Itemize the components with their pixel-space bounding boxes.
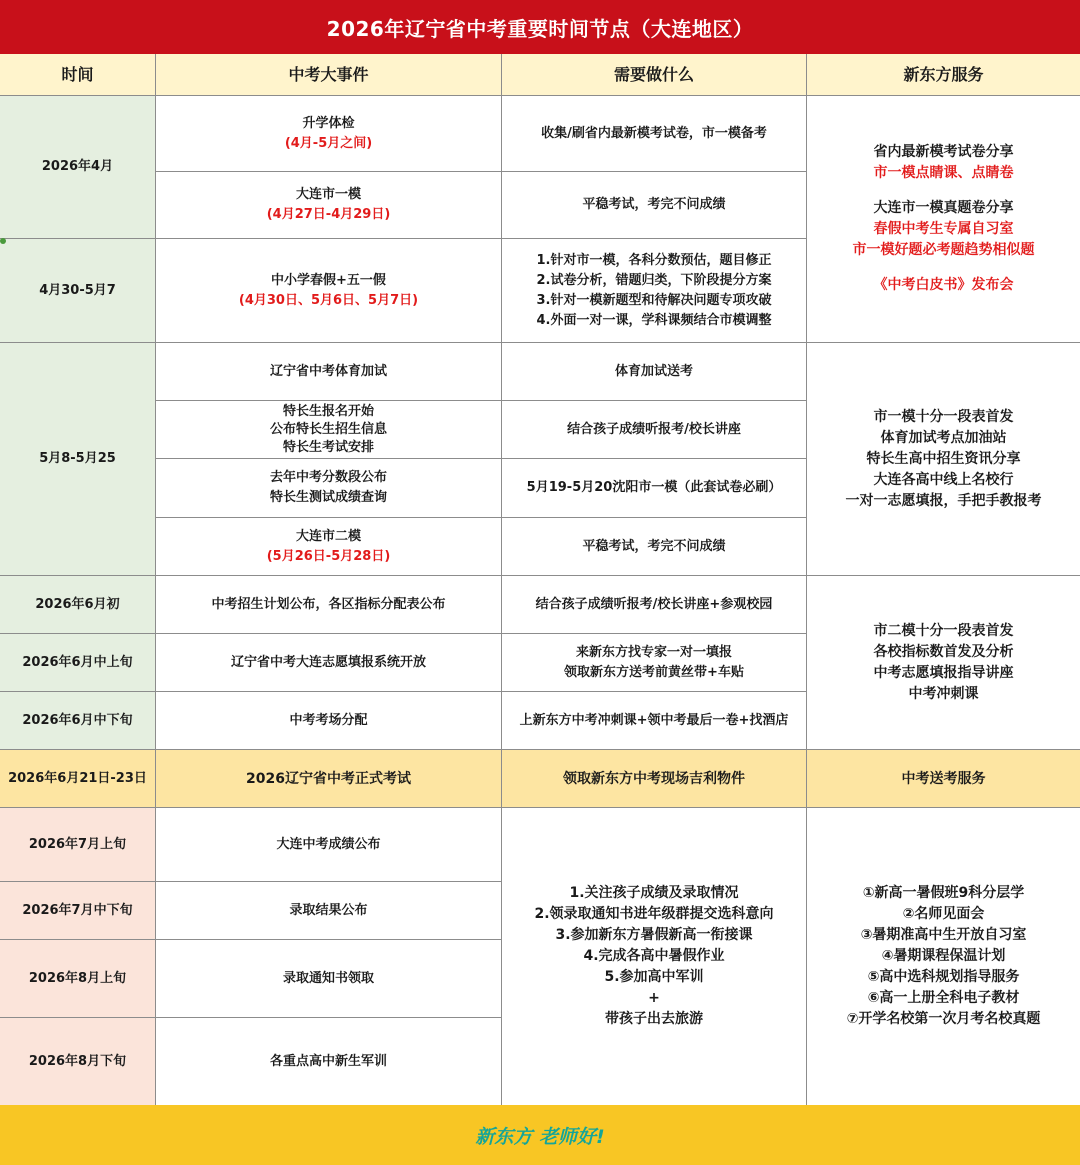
time-august-early: 2026年8月上旬	[0, 940, 156, 1018]
footer-slogan: 新东方 老师好!	[0, 1105, 1080, 1165]
event-line: 特长生考试安排	[282, 439, 374, 455]
todo-after-exam	[502, 808, 807, 1105]
event-line: 特长生报名开始	[282, 403, 374, 419]
service-block-1	[807, 96, 1080, 343]
service-line-highlight: 市一模好题必考题趋势相似题	[852, 242, 1035, 258]
todo-exam-gifts: 领取新东方中考现场吉利物件	[502, 750, 807, 808]
service-line-highlight: 市一模点睛课、点睛卷	[873, 165, 1014, 181]
service-line: 大连市一模真题卷分享	[873, 200, 1014, 216]
header-todo: 需要做什么	[502, 54, 807, 96]
todo-line: 4.外面一对一课，学科课频结合市模调整	[536, 312, 772, 328]
todo-line: 1.针对市一模，各科分数预估，题目修正	[536, 252, 772, 268]
todo-april-2: 平稳考试，考完不问成绩	[502, 172, 807, 239]
event-line: 特长生测试成绩查询	[269, 490, 387, 505]
event-pe-exam: 辽宁省中考体育加试	[156, 343, 502, 401]
event-dalian-mock-1	[156, 172, 502, 239]
event-dalian-mock-2	[156, 518, 502, 576]
event-name: 大连市一模	[295, 187, 361, 202]
todo-shenyang-mock: 5月19-5月20沈阳市一模（此套试卷必刷）	[502, 459, 807, 518]
time-exam: 2026年6月21日-23日	[0, 750, 156, 808]
service-line: ⑥高一上册全科电子教材	[867, 990, 1020, 1006]
event-date: (4月30日、5月6日、5月7日)	[238, 292, 419, 308]
todo-pe-exam: 体育加试送考	[502, 343, 807, 401]
service-line-highlight: 春假中考生专属自习室	[873, 221, 1014, 237]
service-line: ③暑期准高中生开放自习室	[860, 927, 1027, 943]
time-june-mid: 2026年6月中上旬	[0, 634, 156, 692]
service-exam-escort: 中考送考服务	[807, 750, 1080, 808]
marker-dot	[0, 238, 6, 244]
todo-campus-visit: 结合孩子成绩听报考/校长讲座+参观校园	[502, 576, 807, 634]
service-line: 特长生高中招生资讯分享	[866, 450, 1021, 467]
event-application-system: 辽宁省中考大连志愿填报系统开放	[156, 634, 502, 692]
service-line-highlight: 《中考白皮书》发布会	[873, 277, 1014, 293]
service-block-2	[807, 343, 1080, 576]
service-line: ①新高一暑假班9科分层学	[862, 885, 1025, 901]
todo-line: 领取新东方送考前黄丝带+车贴	[564, 664, 744, 680]
todo-lecture: 结合孩子成绩听报考/校长讲座	[502, 401, 807, 459]
service-block-3	[807, 576, 1080, 750]
todo-mock-2: 平稳考试，考完不问成绩	[502, 518, 807, 576]
event-name: 升学体检	[302, 115, 355, 131]
event-special-students	[156, 401, 502, 459]
event-date: (4月27日-4月29日)	[266, 207, 391, 222]
event-exam-room: 中考考场分配	[156, 692, 502, 750]
todo-april-1: 收集/刷省内最新模考试卷，市一模备考	[502, 96, 807, 172]
todo-line: 带孩子出去旅游	[605, 1011, 703, 1027]
service-line: 市一模十分一段表首发	[873, 408, 1014, 425]
header-time: 时间	[0, 54, 156, 96]
page-title: 2026年辽宁省中考重要时间节点（大连地区）	[0, 0, 1080, 54]
todo-line: 2.领录取通知书进年级群提交选科意向	[534, 906, 774, 922]
todo-line: 来新东方找专家一对一填报	[575, 644, 732, 660]
event-score-release	[156, 459, 502, 518]
time-july-late: 2026年7月中下旬	[0, 882, 156, 940]
todo-holiday	[502, 239, 807, 343]
time-may: 5月8-5月25	[0, 343, 156, 576]
time-june-early: 2026年6月初	[0, 576, 156, 634]
service-line: 大连各高中线上名校行	[873, 471, 1014, 488]
event-name: 大连市二模	[295, 528, 361, 544]
event-score-publish: 大连中考成绩公布	[156, 808, 502, 882]
service-line: 体育加试考点加油站	[880, 429, 1007, 446]
event-line: 去年中考分数段公布	[269, 470, 387, 485]
event-name: 中小学春假+五一假	[271, 272, 386, 288]
time-july-early: 2026年7月上旬	[0, 808, 156, 882]
service-line: 一对一志愿填报，手把手教报考	[845, 492, 1042, 509]
event-health-check	[156, 96, 502, 172]
service-line: ⑦开学名校第一次月考名校真题	[846, 1011, 1041, 1027]
service-line: ④暑期课程保温计划	[881, 948, 1006, 964]
header-service: 新东方服务	[807, 54, 1080, 96]
event-line: 公布特长生招生信息	[269, 421, 387, 437]
todo-plus: +	[648, 990, 660, 1006]
event-enrollment-plan: 中考招生计划公布，各区指标分配表公布	[156, 576, 502, 634]
event-official-exam: 2026辽宁省中考正式考试	[156, 750, 502, 808]
service-line: 市二模十分一段表首发	[873, 622, 1014, 639]
event-date: (5月26日-5月28日)	[266, 548, 391, 564]
todo-one-on-one	[502, 634, 807, 692]
todo-line: 5.参加高中军训	[604, 969, 704, 985]
service-line: 中考冲刺课	[908, 685, 979, 702]
todo-line: 4.完成各高中暑假作业	[583, 948, 725, 964]
service-line: ⑤高中选科规划指导服务	[867, 969, 1020, 985]
service-line: ②名师见面会	[902, 906, 985, 922]
event-military-training: 各重点高中新生军训	[156, 1018, 502, 1105]
event-spring-holiday	[156, 239, 502, 343]
service-line: 各校指标数首发及分析	[873, 643, 1014, 660]
todo-sprint-course: 上新东方中考冲刺课+领中考最后一卷+找酒店	[502, 692, 807, 750]
event-date: (4月-5月之间)	[284, 135, 373, 151]
time-august-late: 2026年8月下旬	[0, 1018, 156, 1105]
header-events: 中考大事件	[156, 54, 502, 96]
todo-line: 3.针对一模新题型和待解决问题专项攻破	[536, 292, 772, 308]
todo-line: 2.试卷分析，错题归类，下阶段提分方案	[536, 272, 772, 288]
service-line: 中考志愿填报指导讲座	[873, 664, 1014, 681]
time-april: 2026年4月	[0, 96, 156, 239]
service-block-4	[807, 808, 1080, 1105]
time-june-late: 2026年6月中下旬	[0, 692, 156, 750]
todo-line: 3.参加新东方暑假新高一衔接课	[555, 927, 753, 943]
event-admission-result: 录取结果公布	[156, 882, 502, 940]
time-holiday: 4月30-5月7	[0, 239, 156, 343]
todo-line: 1.关注孩子成绩及录取情况	[569, 885, 739, 901]
event-admission-letter: 录取通知书领取	[156, 940, 502, 1018]
service-line: 省内最新模考试卷分享	[873, 144, 1014, 160]
